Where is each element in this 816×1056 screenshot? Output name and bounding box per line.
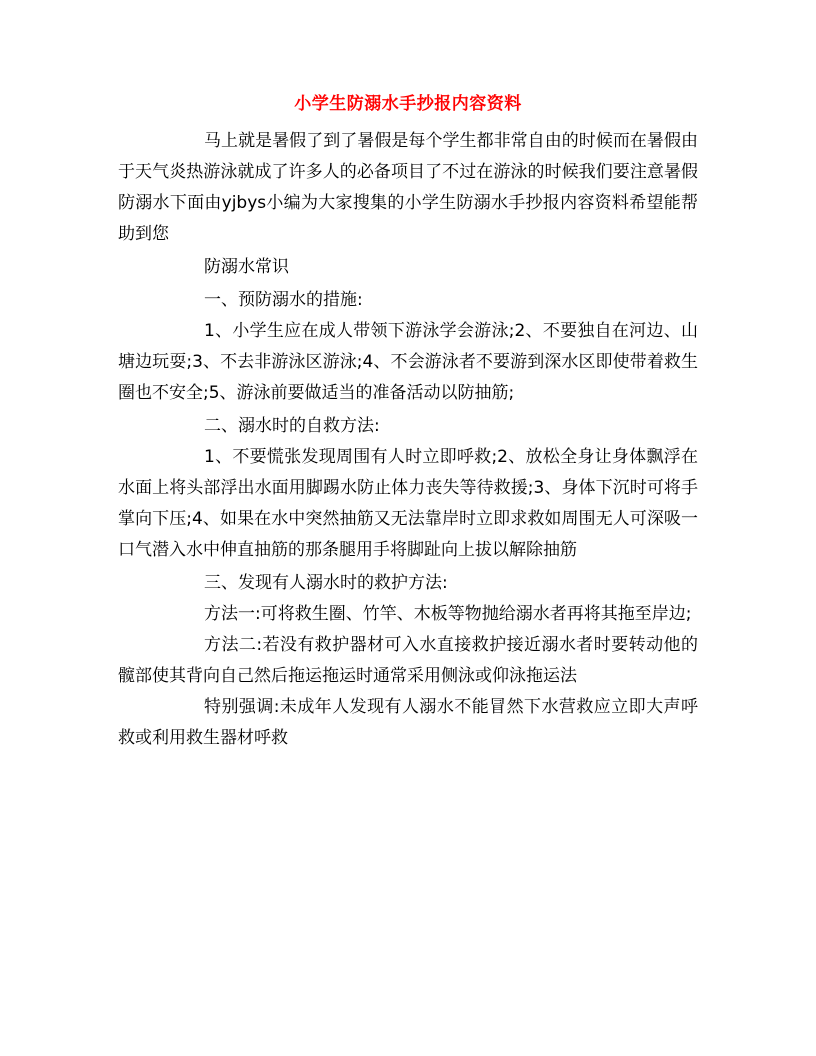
self-rescue-paragraph: 1、不要慌张发现周围有人时立即呼救;2、放松全身让身体飘浮在水面上将头部浮出水面用脚踢水防止体力丧失等待救援;3、身体下沉时可将手掌向下压;4、如果在水中突然抽筋又无法靠岸时立即求救如周围无人可深吸一口气潜入水中伸直抽筋的那条腿用手将脚趾向上拔以解除抽筋 [118,447,698,560]
rescue-method-one-paragraph: 方法一:可将救生圈、竹竿、木板等物抛给溺水者再将其拖至岸边; [204,604,692,624]
prevention-paragraph: 1、小学生应在成人带领下游泳学会游泳;2、不要独自在河边、山塘边玩耍;3、不去非游泳区游泳;4、不会游泳者不要游到深水区即使带着救生圈也不安全;5、游泳前要做适当的准备活动以防抽筋; [118,321,698,403]
document-title: 小学生防溺水手抄报内容资料 [294,94,522,114]
section-heading-common-sense: 防溺水常识 [204,257,289,277]
special-emphasis-paragraph: 特别强调:未成年人发现有人溺水不能冒然下水营救应立即大声呼救或利用救生器材呼救 [118,697,698,748]
rescue-method-two-paragraph: 方法二:若没有救护器材可入水直接救护接近溺水者时要转动他的髋部使其背向自己然后拖运拖运时通常采用侧泳或仰泳拖运法 [118,635,698,686]
section-heading-rescue-others: 三、发现有人溺水时的救护方法: [204,573,448,593]
intro-paragraph: 马上就是暑假了到了暑假是每个学生都非常自由的时候而在暑假由于天气炎热游泳就成了许多人的必备项目了不过在游泳的时候我们要注意暑假防溺水下面由yjbys小编为大家搜集的小学生防溺水手抄报内容资料希望能帮助到您 [118,131,698,244]
document-page [118,92,698,754]
section-heading-self-rescue: 二、溺水时的自救方法: [204,416,380,436]
section-heading-prevention: 一、预防溺水的措施: [204,290,363,310]
